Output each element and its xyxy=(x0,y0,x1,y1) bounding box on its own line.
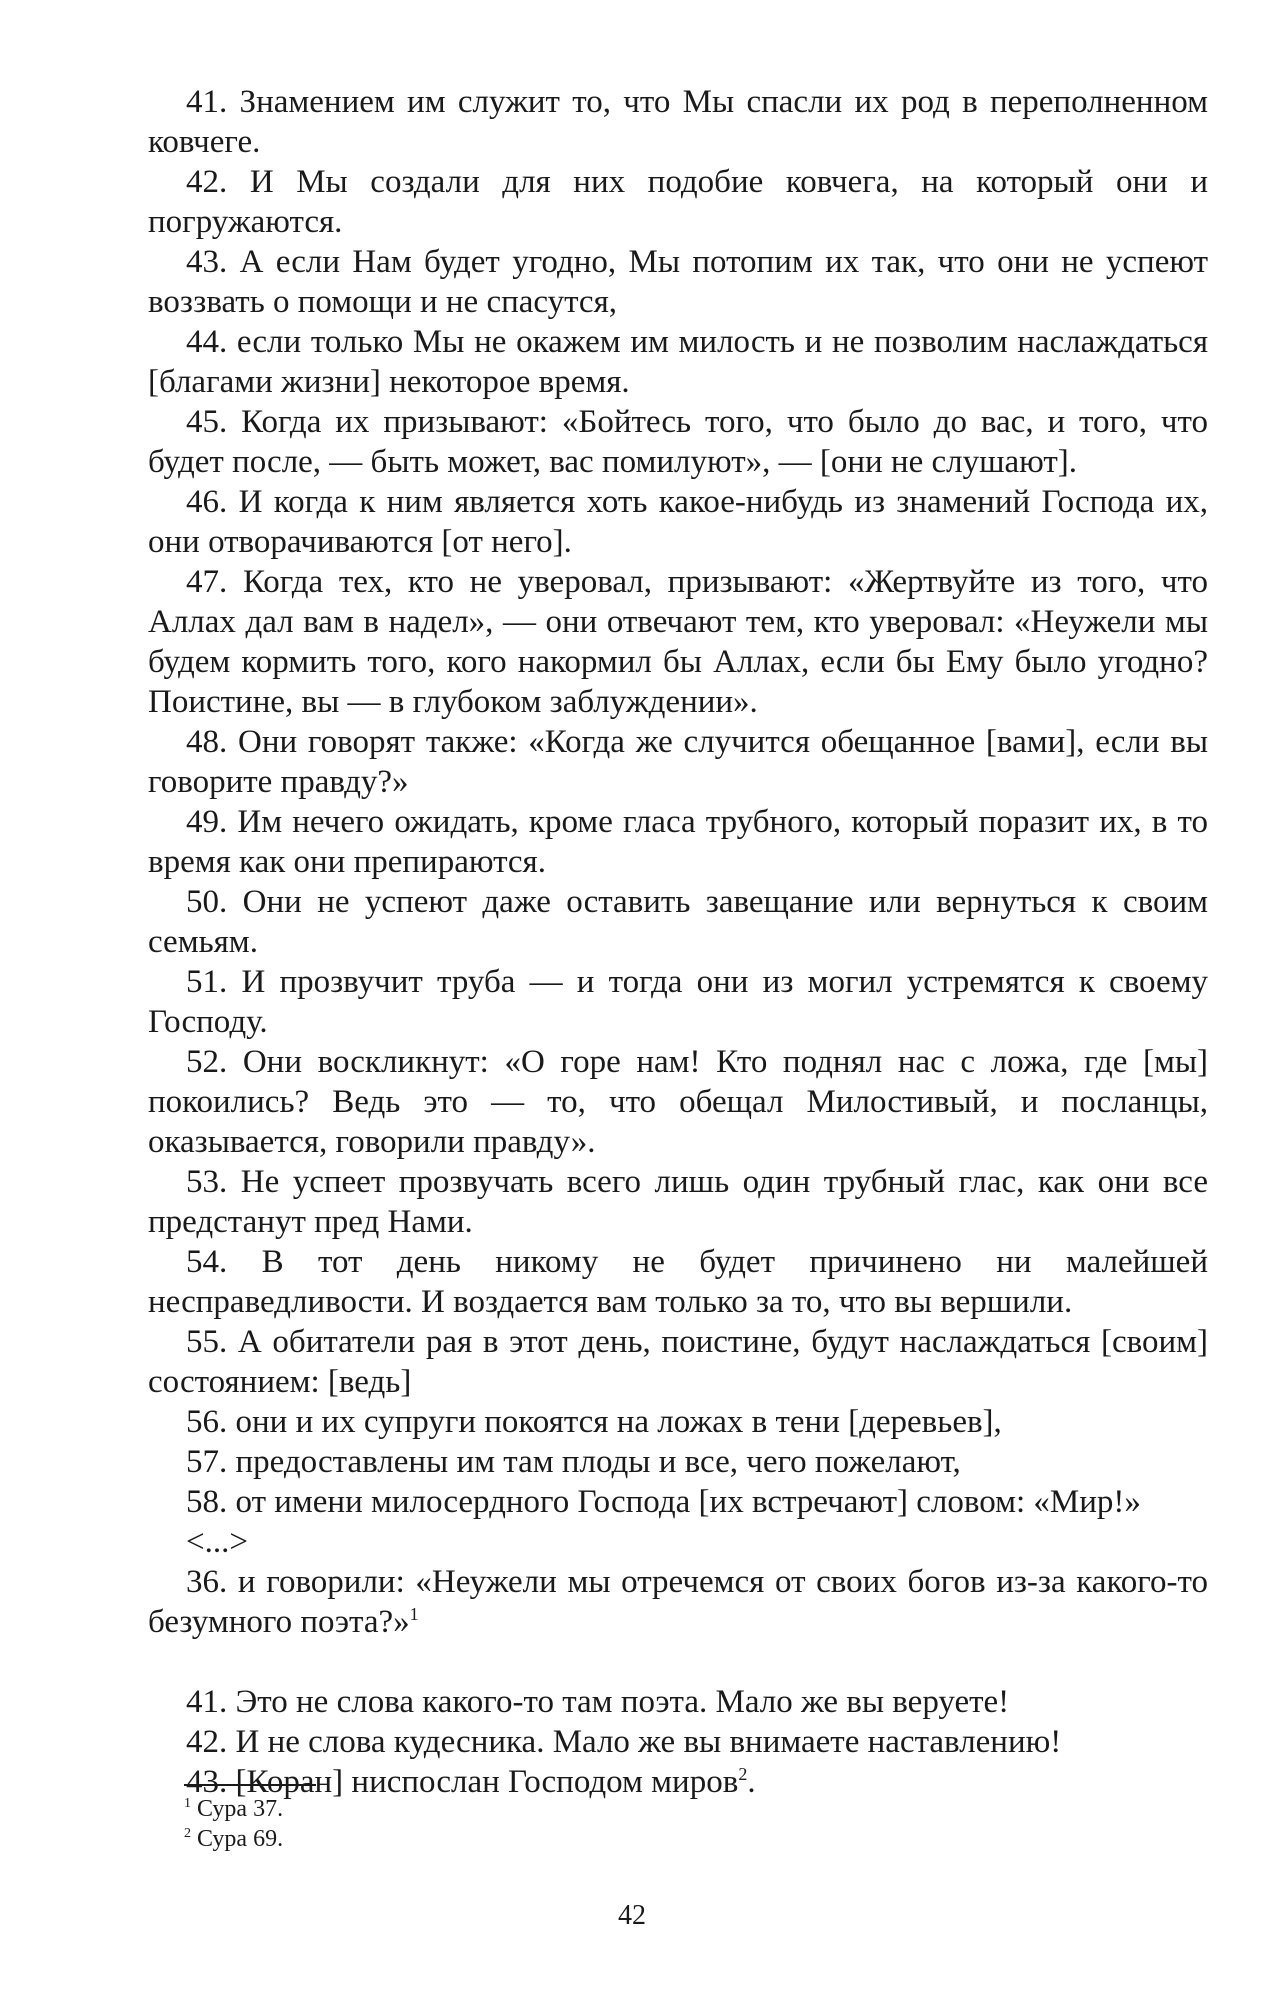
footnotes xyxy=(184,1794,283,1854)
verse: 43. А если Нам будет угодно, Мы потопим их так, что они не успеют воззвать о помощи и не спасутся, xyxy=(148,244,1208,320)
ellipsis: <...> xyxy=(186,1524,248,1560)
verse: 53. Не успеет прозвучать всего лишь один трубный глас, как они все предстанут пред Нами. xyxy=(148,1164,1208,1240)
verse-text: 43. [Коран] ниспослан Господом миров xyxy=(186,1764,739,1800)
verse: 48. Они говорят также: «Когда же случится обещанное [вами], если вы говорите правду?» xyxy=(148,724,1208,800)
verse: 44. если только Мы не окажем им милость и не позволим наслаждаться [благами жизни] некоторое время. xyxy=(148,324,1208,400)
verse: 57. предоставлены им там плоды и все, чего пожелают, xyxy=(186,1444,961,1480)
footnote-ref: 1 xyxy=(409,1604,419,1624)
footnote-divider xyxy=(184,1784,316,1786)
verse: 52. Они воскликнут: «О горе нам! Кто поднял нас с ложа, где [мы] покоились? Ведь это — то, что обещал Милостивый, и посланцы, оказывается, говорили правду». xyxy=(148,1044,1208,1160)
verse: 42. И не слова кудесника. Мало же вы внимаете наставлению! xyxy=(186,1724,1062,1760)
page-number: 42 xyxy=(618,1900,646,1931)
footnote xyxy=(184,1794,283,1824)
verse: 55. А обитатели рая в этот день, поистине, будут наслаждаться [своим] состоянием: [ведь] xyxy=(148,1324,1208,1400)
verse-end: . xyxy=(747,1764,756,1800)
verse: 42. И Мы создали для них подобие ковчега, на который они и погружаются. xyxy=(148,164,1208,240)
verse: 50. Они не успеют даже оставить завещание или вернуться к своим семьям. xyxy=(148,884,1208,960)
verse: 54. В тот день никому не будет причинено ни малейшей несправедливости. И воздается вам только за то, что вы вершили. xyxy=(148,1244,1208,1320)
main-text xyxy=(148,82,1208,1802)
verse-text: 36. и говорили: «Неужели мы отречемся от своих богов из-за какого-то безумного поэта?» xyxy=(148,1564,1208,1640)
verse: 49. Им нечего ожидать, кроме гласа трубного, который поразит их, в то время как они препираются. xyxy=(148,804,1208,880)
footnote-text: Сура 69. xyxy=(197,1826,284,1852)
verse: 46. И когда к ним является хоть какое-нибудь из знамений Господа их, они отворачиваются [от него]. xyxy=(148,484,1208,560)
verse: 56. они и их супруги покоятся на ложах в тени [деревьев], xyxy=(186,1404,1002,1440)
verse: 58. от имени милосердного Господа [их встречают] словом: «Мир!» xyxy=(186,1484,1141,1520)
footnote-mark: 2 xyxy=(184,1826,191,1841)
verse: 47. Когда тех, кто не уверовал, призывают: «Жертвуйте из того, что Аллах дал вам в надел», — они отвечают тем, кто уверовал: «Неужели мы будем кормить того, кого накормил бы Аллах, если бы Ему было угодно? Поистине, вы — в глубоком заблуждении». xyxy=(148,564,1208,720)
verse-with-footnote xyxy=(148,1562,1208,1642)
verse: 41. Это не слова какого-то там поэта. Мало же вы веруете! xyxy=(186,1684,1010,1720)
verse: 45. Когда их призывают: «Бойтесь того, что было до вас, и того, что будет после, — быть может, вас помилуют», — [они не слушают]. xyxy=(148,404,1208,480)
footnote xyxy=(184,1824,283,1854)
verse-with-footnote xyxy=(148,1762,1208,1802)
footnote-ref: 2 xyxy=(738,1764,748,1784)
footnote-text: Сура 37. xyxy=(197,1796,284,1822)
verse: 41. Знамением им служит то, что Мы спасли их род в переполненном ковчеге. xyxy=(148,84,1208,160)
verse: 51. И прозвучит труба — и тогда они из могил устремятся к своему Господу. xyxy=(148,964,1208,1040)
section-gap xyxy=(148,1642,1208,1682)
footnote-mark: 1 xyxy=(184,1796,191,1811)
